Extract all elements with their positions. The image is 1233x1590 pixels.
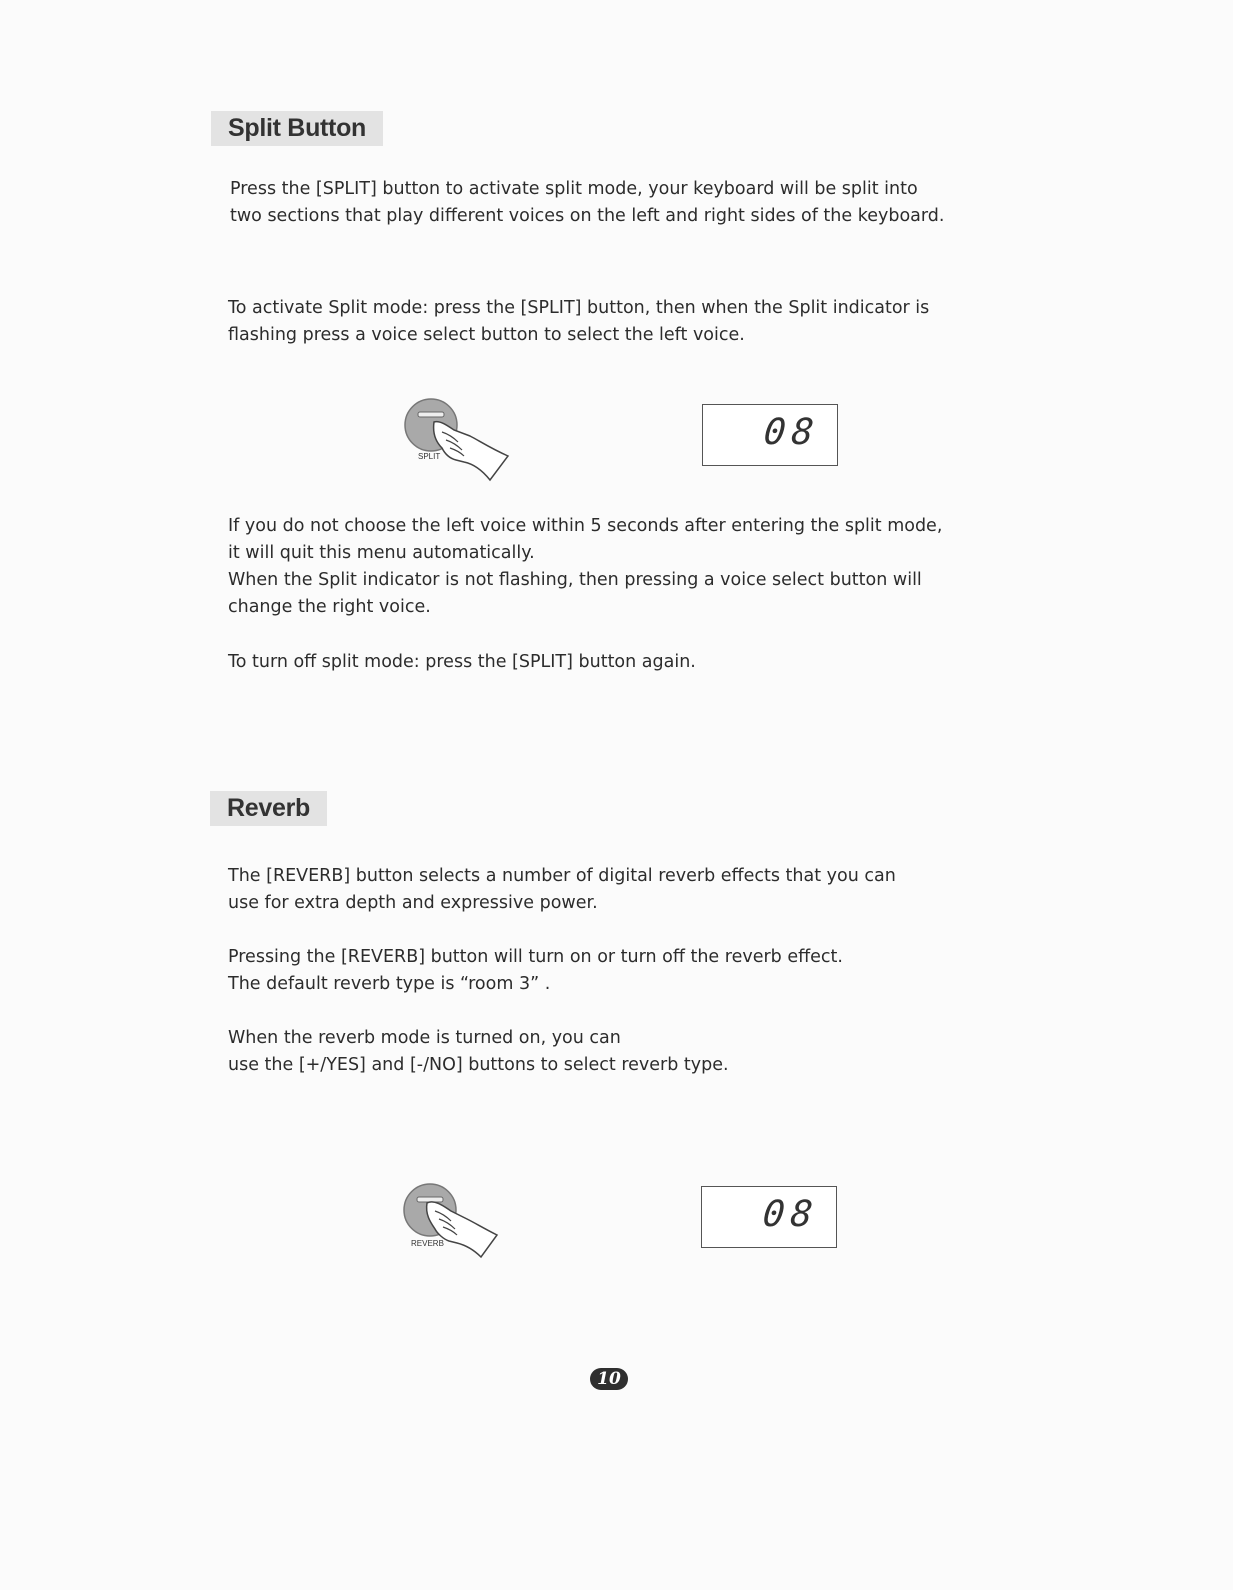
split-button-label: SPLIT <box>418 452 441 461</box>
split-led-display <box>702 404 838 466</box>
split-off-paragraph: To turn off split mode: press the [SPLIT] button again. <box>228 652 696 672</box>
split-button-press-icon <box>398 392 518 484</box>
reverb-button-press-icon <box>397 1177 517 1269</box>
reverb-section-heading: Reverb <box>210 791 327 826</box>
split-section-heading: Split Button <box>211 111 383 146</box>
reverb-button-label: REVERB <box>411 1239 444 1248</box>
reverb-display-value: 08 <box>760 1194 821 1235</box>
split-timeout-paragraph: If you do not choose the left voice within 5 seconds after entering the split mode, it will quit this menu automatically. When the Split indicator is not flashing, then pressing a voice select button will change the right voice. <box>228 516 943 617</box>
page-number: 10 <box>590 1368 628 1390</box>
split-activate-paragraph: To activate Split mode: press the [SPLIT] button, then when the Split indicator is flashing press a voice select button to select the left voice. <box>228 298 930 345</box>
reverb-led-display <box>701 1186 837 1248</box>
reverb-intro-paragraph: The [REVERB] button selects a number of digital reverb effects that you can use for extra depth and expressive power. <box>228 866 896 913</box>
reverb-toggle-paragraph: Pressing the [REVERB] button will turn on or turn off the reverb effect. The default reverb type is “room 3” . <box>228 947 843 994</box>
reverb-type-paragraph: When the reverb mode is turned on, you can use the [+/YES] and [-/NO] buttons to select reverb type. <box>228 1028 729 1075</box>
split-intro-paragraph: Press the [SPLIT] button to activate split mode, your keyboard will be split into two sections that play different voices on the left and right sides of the keyboard. <box>230 179 945 226</box>
split-display-value: 08 <box>761 412 822 453</box>
